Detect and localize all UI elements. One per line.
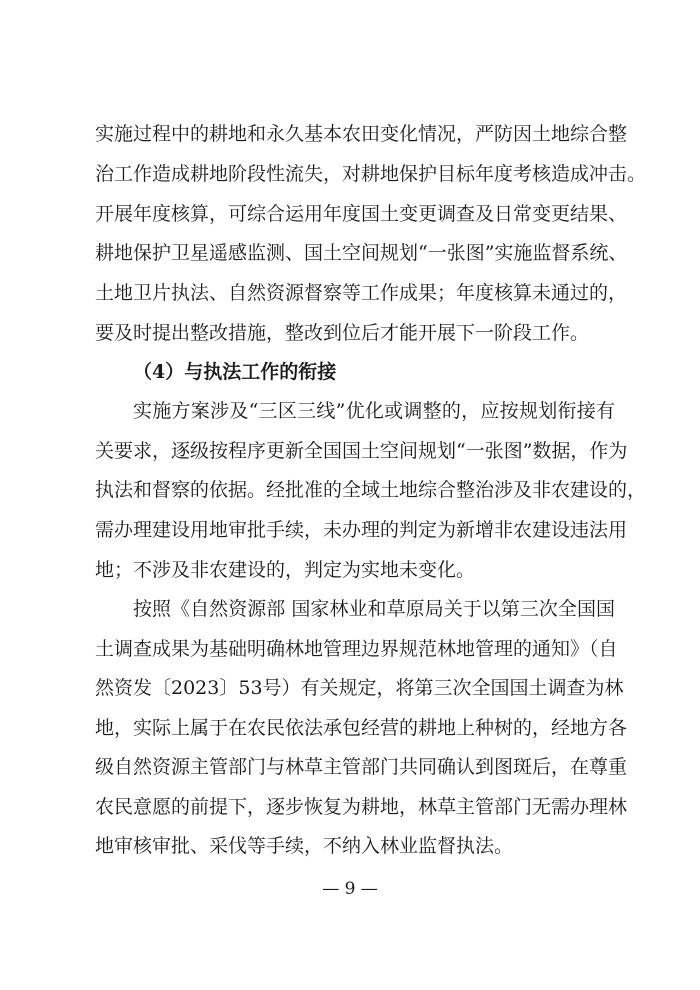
- text-line: 然资发〔2023〕53号）有关规定，将第三次全国国土调查为林: [95, 677, 624, 699]
- text-line: 地审核审批、采伐等手续，不纳入林业监督执法。: [95, 835, 514, 857]
- text-line: 按照《自然资源部 国家林业和草原局关于以第三次全国国: [133, 598, 615, 620]
- text-line: 关要求，逐级按程序更新全国国土空间规划“一张图”数据，作为: [95, 440, 628, 462]
- text-line: 土地卫片执法、自然资源督察等工作成果；年度核算未通过的，: [95, 282, 628, 304]
- text-line: 级自然资源主管部门与林草主管部门共同确认到图斑后，在尊重: [95, 756, 628, 778]
- text-line: 地，实际上属于在农民依法承包经营的耕地上种树的，经地方各: [95, 717, 628, 739]
- text-line: 耕地保护卫星遥感监测、国土空间规划“一张图”实施监督系统、: [95, 242, 628, 264]
- text-line: 农民意愿的前提下，逐步恢复为耕地，林草主管部门无需办理林: [95, 796, 628, 818]
- text-line: 需办理建设用地审批手续，未办理的判定为新增非农建设违法用: [95, 519, 628, 541]
- text-line: 土调查成果为基础明确林地管理边界规范林地管理的通知》（自: [95, 638, 618, 660]
- text-line: 开展年度核算，可综合运用年度国土变更调查及日常变更结果、: [95, 203, 628, 225]
- text-line: 治工作造成耕地阶段性流失，对耕地保护目标年度考核造成冲击。: [95, 163, 647, 185]
- text-line: 地；不涉及非农建设的，判定为实地未变化。: [95, 559, 476, 581]
- text-line: 实施方案涉及“三区三线”优化或调整的，应按规划衔接有: [133, 400, 615, 422]
- text-line: 要及时提出整改措施，整改到位后才能开展下一阶段工作。: [95, 322, 590, 344]
- section-heading: （4）与执法工作的衔接: [133, 361, 337, 383]
- text-line: 执法和督察的依据。经批准的全域土地综合整治涉及非农建设的，: [95, 479, 647, 501]
- text-line: 实施过程中的耕地和永久基本农田变化情况，严防因土地综合整: [95, 123, 628, 145]
- page-number: — 9 —: [322, 879, 378, 899]
